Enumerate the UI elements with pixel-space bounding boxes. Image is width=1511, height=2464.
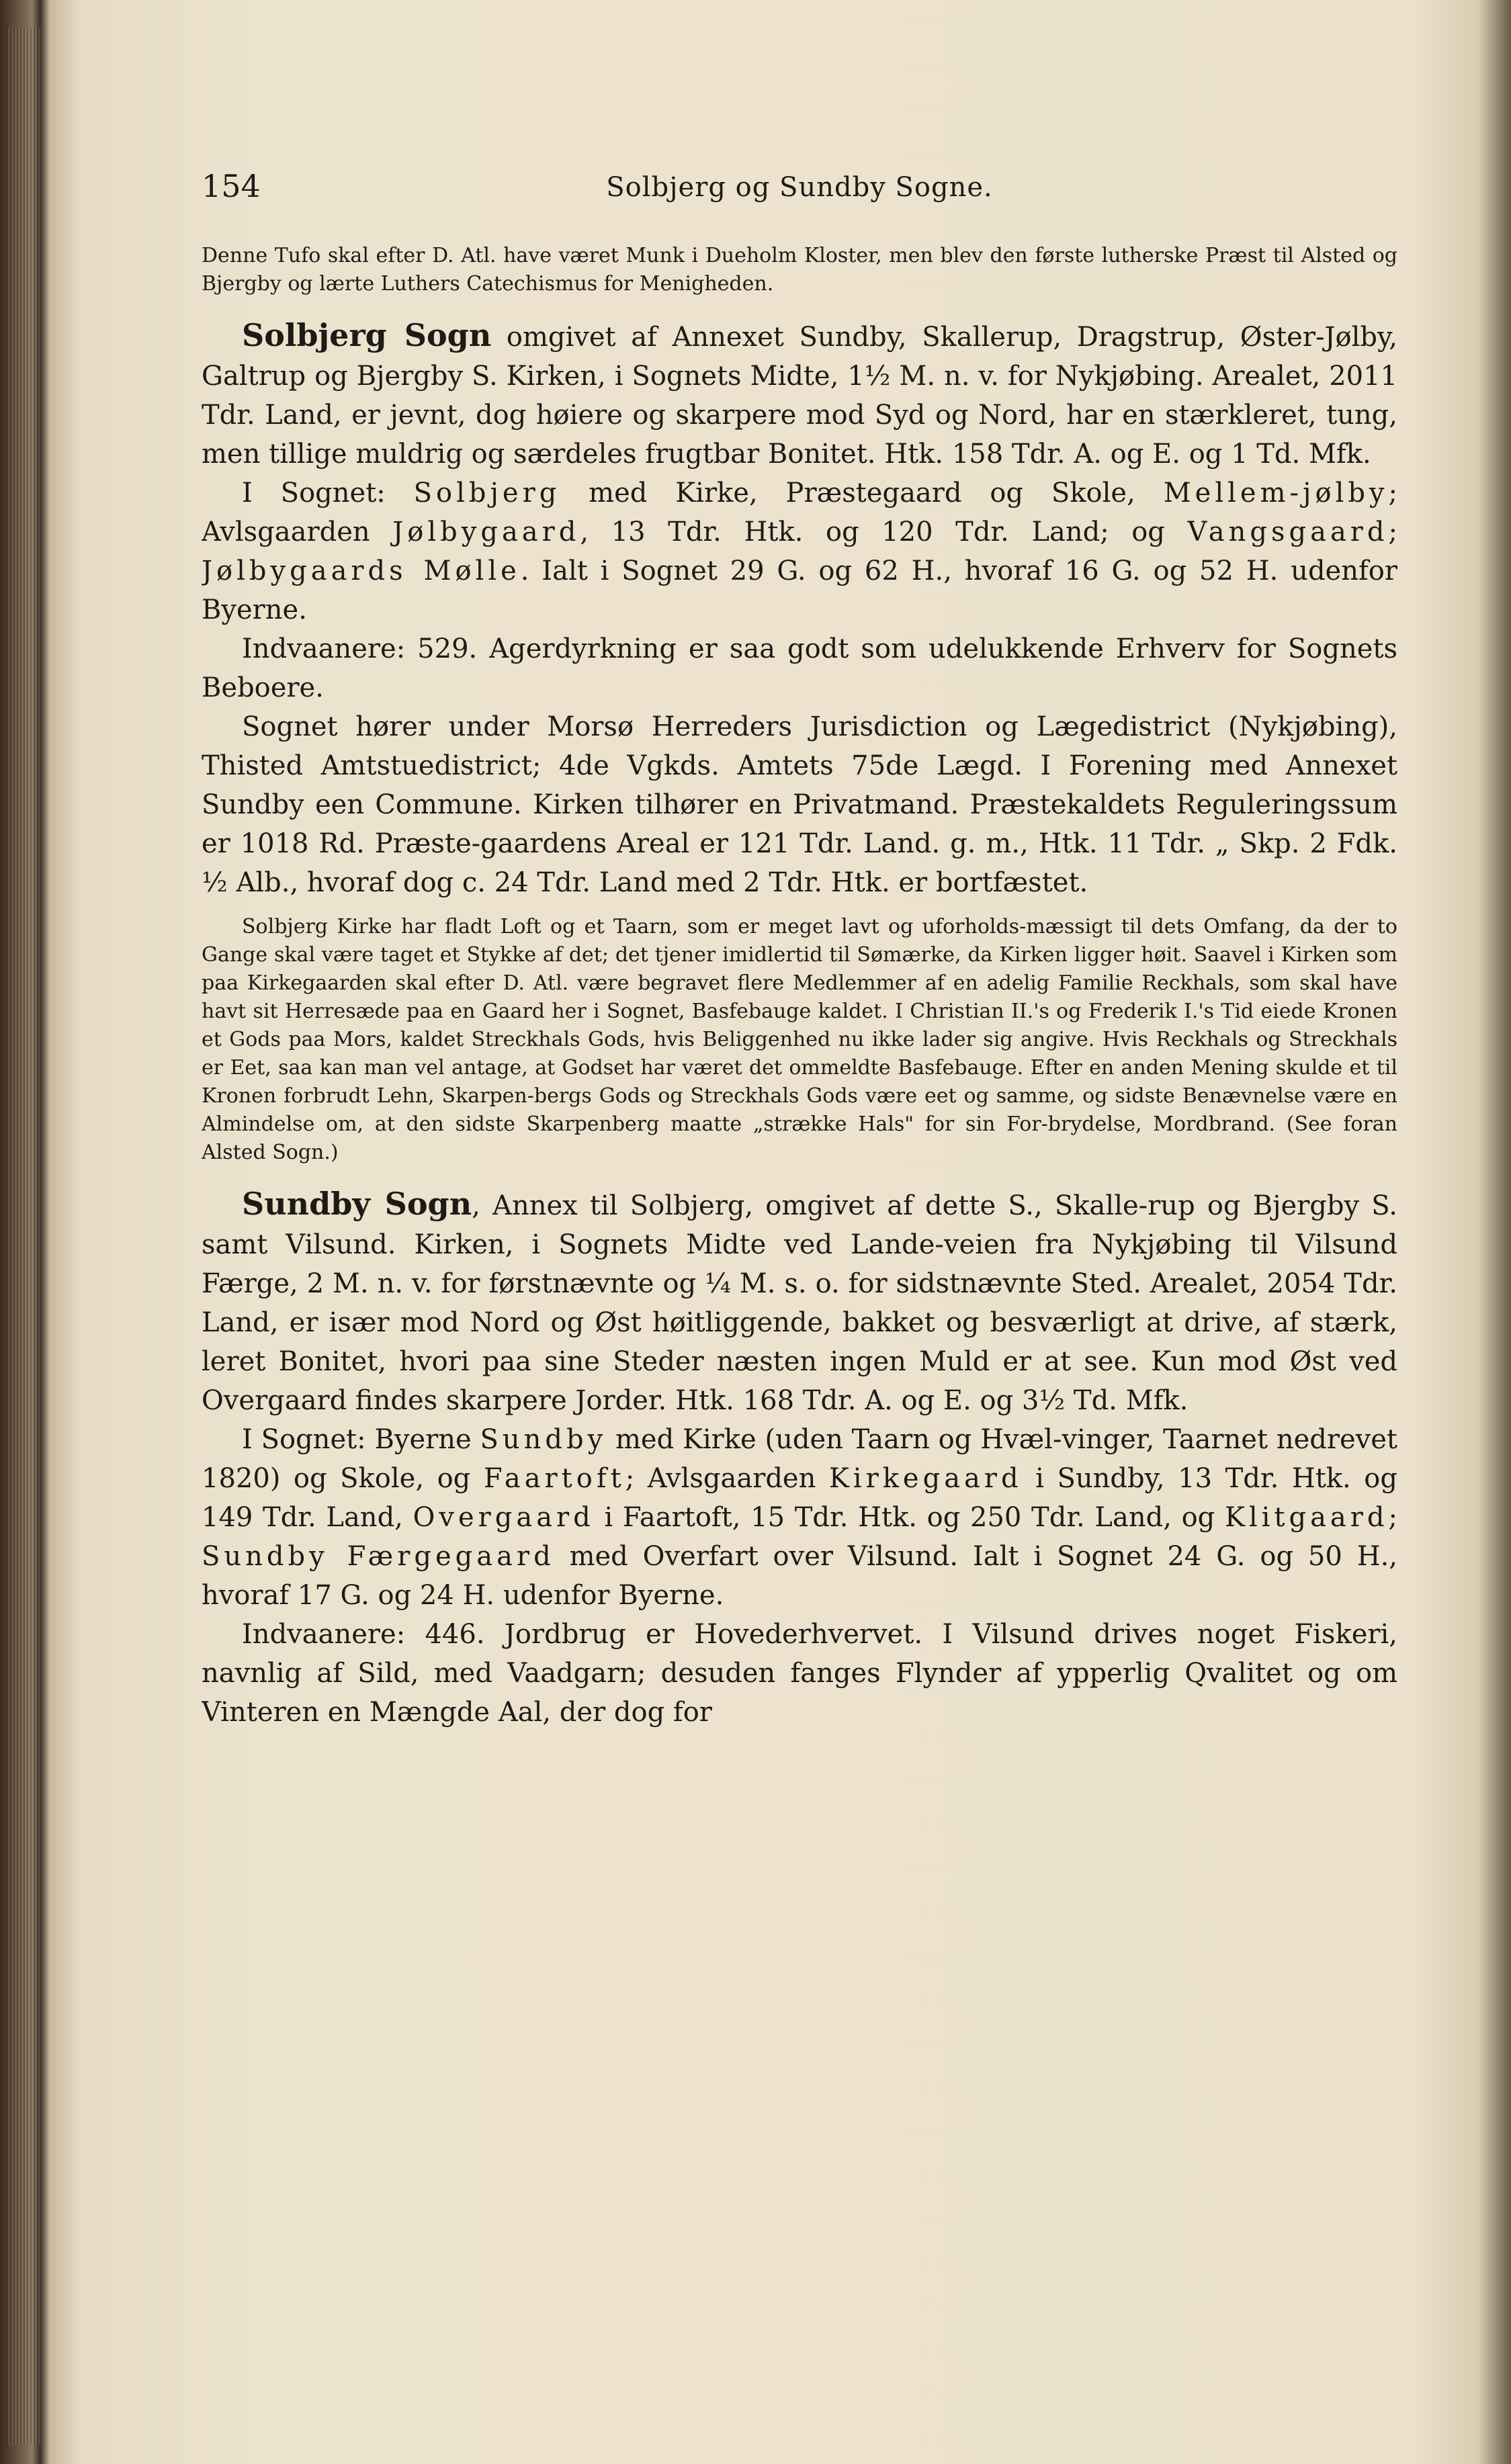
place-jolbygaards-molle: Jølbygaards Mølle bbox=[202, 556, 521, 586]
place-sundby: Sundby bbox=[480, 1424, 607, 1455]
solbjerg-paragraph-2 bbox=[202, 474, 1397, 629]
intro-note: Denne Tufo skal efter D. Atl. have været Munk i Dueholm Kloster, men blev den første lutherske Præst til Alsted og Bjergby og lærte Luthers Catechismus for Menigheden. bbox=[202, 244, 1397, 296]
sundby-paragraph-1 bbox=[202, 1184, 1397, 1420]
solbjerg-paragraph-1 bbox=[202, 316, 1397, 474]
place-mellemjolby: Mellem-jølby bbox=[1163, 478, 1389, 509]
running-title: Solbjerg og Sundby Sogne. bbox=[606, 172, 993, 203]
solbjerg-paragraph-4: Sognet hører under Morsø Herreders Jurisdiction og Lægedistrict (Nykjøbing), Thisted Amtstuedistrict; 4de Vgkds. Amtets 75de Lægd. I Forening med Annexet Sundby een Commune. Kirken tilhører en Privatmand. Præstekaldets Reguleringssum er 1018 Rd. Præste-gaardens Areal er 121 Tdr. Land. g. m., Htk. 11 Tdr. „ Skp. 2 Fdk. ½ Alb., hvoraf dog c. 24 Tdr. Land med 2 Tdr. Htk. er bortfæstet. bbox=[202, 711, 1397, 898]
text-run: i Faartoft, 15 Tdr. Htk. og 250 Tdr. Land, og bbox=[594, 1502, 1225, 1533]
text-run: ; bbox=[1388, 517, 1397, 547]
place-sundby-faergegaard: Sundby Færgegaard bbox=[202, 1541, 555, 1572]
text-run: ; Avlsgaarden bbox=[202, 478, 1397, 547]
text-run: . Ialt i Sognet 29 G. og 62 H., hvoraf 16 G. og 52 H. udenfor Byerne. bbox=[202, 556, 1397, 625]
place-klitgaard: Klitgaard bbox=[1224, 1502, 1389, 1533]
place-faartoft: Faartoft bbox=[483, 1463, 625, 1494]
solbjerg-paragraph-3: Indvaanere: 529. Agerdyrkning er saa godt som udelukkende Erhverv for Sognets Beboere. bbox=[202, 633, 1397, 703]
page-header bbox=[202, 168, 1397, 242]
text-run: med Kirke (uden Taarn og Hvæl-vinger, Taarnet nedrevet 1820) og Skole, og bbox=[202, 1424, 1397, 1494]
place-vangsgaard: Vangsgaard bbox=[1187, 517, 1389, 547]
page bbox=[202, 168, 1397, 2405]
solbjerg-note: Solbjerg Kirke har fladt Loft og et Taarn, som er meget lavt og uforholds-mæssigt til dets Omfang, da der to Gange skal være taget et Stykke af det; det tjener imidlertid til Sømærke, da Kirken ligger høit. Saavel i Kirken som paa Kirkegaarden skal efter D. Atl. være begravet flere Medlemmer af en adelig Familie Reckhals, som skal have havt sit Herresæde paa en Gaard her i Sognet, Basfebauge kaldet. I Christian II.'s og Frederik I.'s Tid eiede Kronen et Gods paa Mors, kaldet Streckhals Gods, hvis Beliggenhed nu ikke lader sig angive. Hvis Reckhals og Streckhals er Eet, saa kan man vel antage, at Godset har været det ommeldte Basfebauge. Efter en anden Mening skulde et til Kronen forbrudt Lehn, Skarpen-bergs Gods og Streckhals Gods være eet og samme, og sidste Benævnelse være en Almindelse om, at den sidste Skarpenberg maatte „strække Hals" for sin For-brydelse, Mordbrand. (See foran Alsted Sogn.) bbox=[202, 915, 1397, 1164]
text-run: med Overfart over Vilsund. Ialt i Sognet 24 G. og 50 H., hvoraf 17 G. og 24 H. udenfor Byerne. bbox=[202, 1541, 1397, 1611]
text-run: ; bbox=[1388, 1502, 1397, 1533]
place-overgaard: Overgaard bbox=[413, 1502, 595, 1533]
sundby-heading: Sundby Sogn bbox=[242, 1186, 472, 1222]
page-number: 154 bbox=[202, 168, 261, 204]
solbjerg-heading: Solbjerg Sogn bbox=[242, 317, 492, 353]
sundby-description: , Annex til Solbjerg, omgivet af dette S., Skalle-rup og Bjergby S. samt Vilsund. Kirken, i Sognets Midte ved Lande-veien fra Nykjøbing til Vilsund Færge, 2 M. n. v. for førstnævnte og ¼ M. s. o. for sidstnævnte Sted. Arealet, 2054 Tdr. Land, er især mod Nord og Øst høitliggende, bakket og besværligt at drive, af stærk, leret Bonitet, hvori paa sine Steder næsten ingen Muld er at see. Kun mod Øst ved Overgaard findes skarpere Jorder. Htk. 168 Tdr. A. og E. og 3½ Td. Mfk. bbox=[202, 1190, 1397, 1416]
solbjerg-description: omgivet af Annexet Sundby, Skallerup, Dragstrup, Øster-Jølby, Galtrup og Bjergby S. Kirken, i Sognets Midte, 1½ M. n. v. for Nykjøbing. Arealet, 2011 Tdr. Land, er jevnt, dog høiere og skarpere mod Syd og Nord, har en stærkleret, tung, men tillige muldrig og særdeles frugtbar Bonitet. Htk. 158 Tdr. A. og E. og 1 Td. Mfk. bbox=[202, 322, 1397, 470]
place-solbjerg: Solbjerg bbox=[413, 478, 561, 509]
text-run: , 13 Tdr. Htk. og 120 Tdr. Land; og bbox=[580, 517, 1188, 547]
text-run: i Sundby, 13 Tdr. Htk. og 149 Tdr. Land, bbox=[202, 1463, 1397, 1533]
text-run: med Kirke, Præstegaard og Skole, bbox=[560, 478, 1164, 509]
page-edges bbox=[7, 27, 40, 2445]
sundby-paragraph-2 bbox=[202, 1420, 1397, 1615]
text-run: ; Avlsgaarden bbox=[625, 1463, 829, 1494]
sundby-paragraph-3: Indvaanere: 446. Jordbrug er Hovederhvervet. I Vilsund drives noget Fiskeri, navnlig af Sild, med Vaadgarn; desuden fanges Flynder af ypperlig Qvalitet og om Vinteren en Mængde Aal, der dog for bbox=[202, 1619, 1397, 1728]
place-jolbygaard: Jølbygaard bbox=[392, 517, 580, 547]
place-kirkegaard: Kirkegaard bbox=[828, 1463, 1023, 1494]
text-run: I Sognet: Byerne bbox=[242, 1424, 480, 1455]
text-run: I Sognet: bbox=[242, 478, 414, 509]
